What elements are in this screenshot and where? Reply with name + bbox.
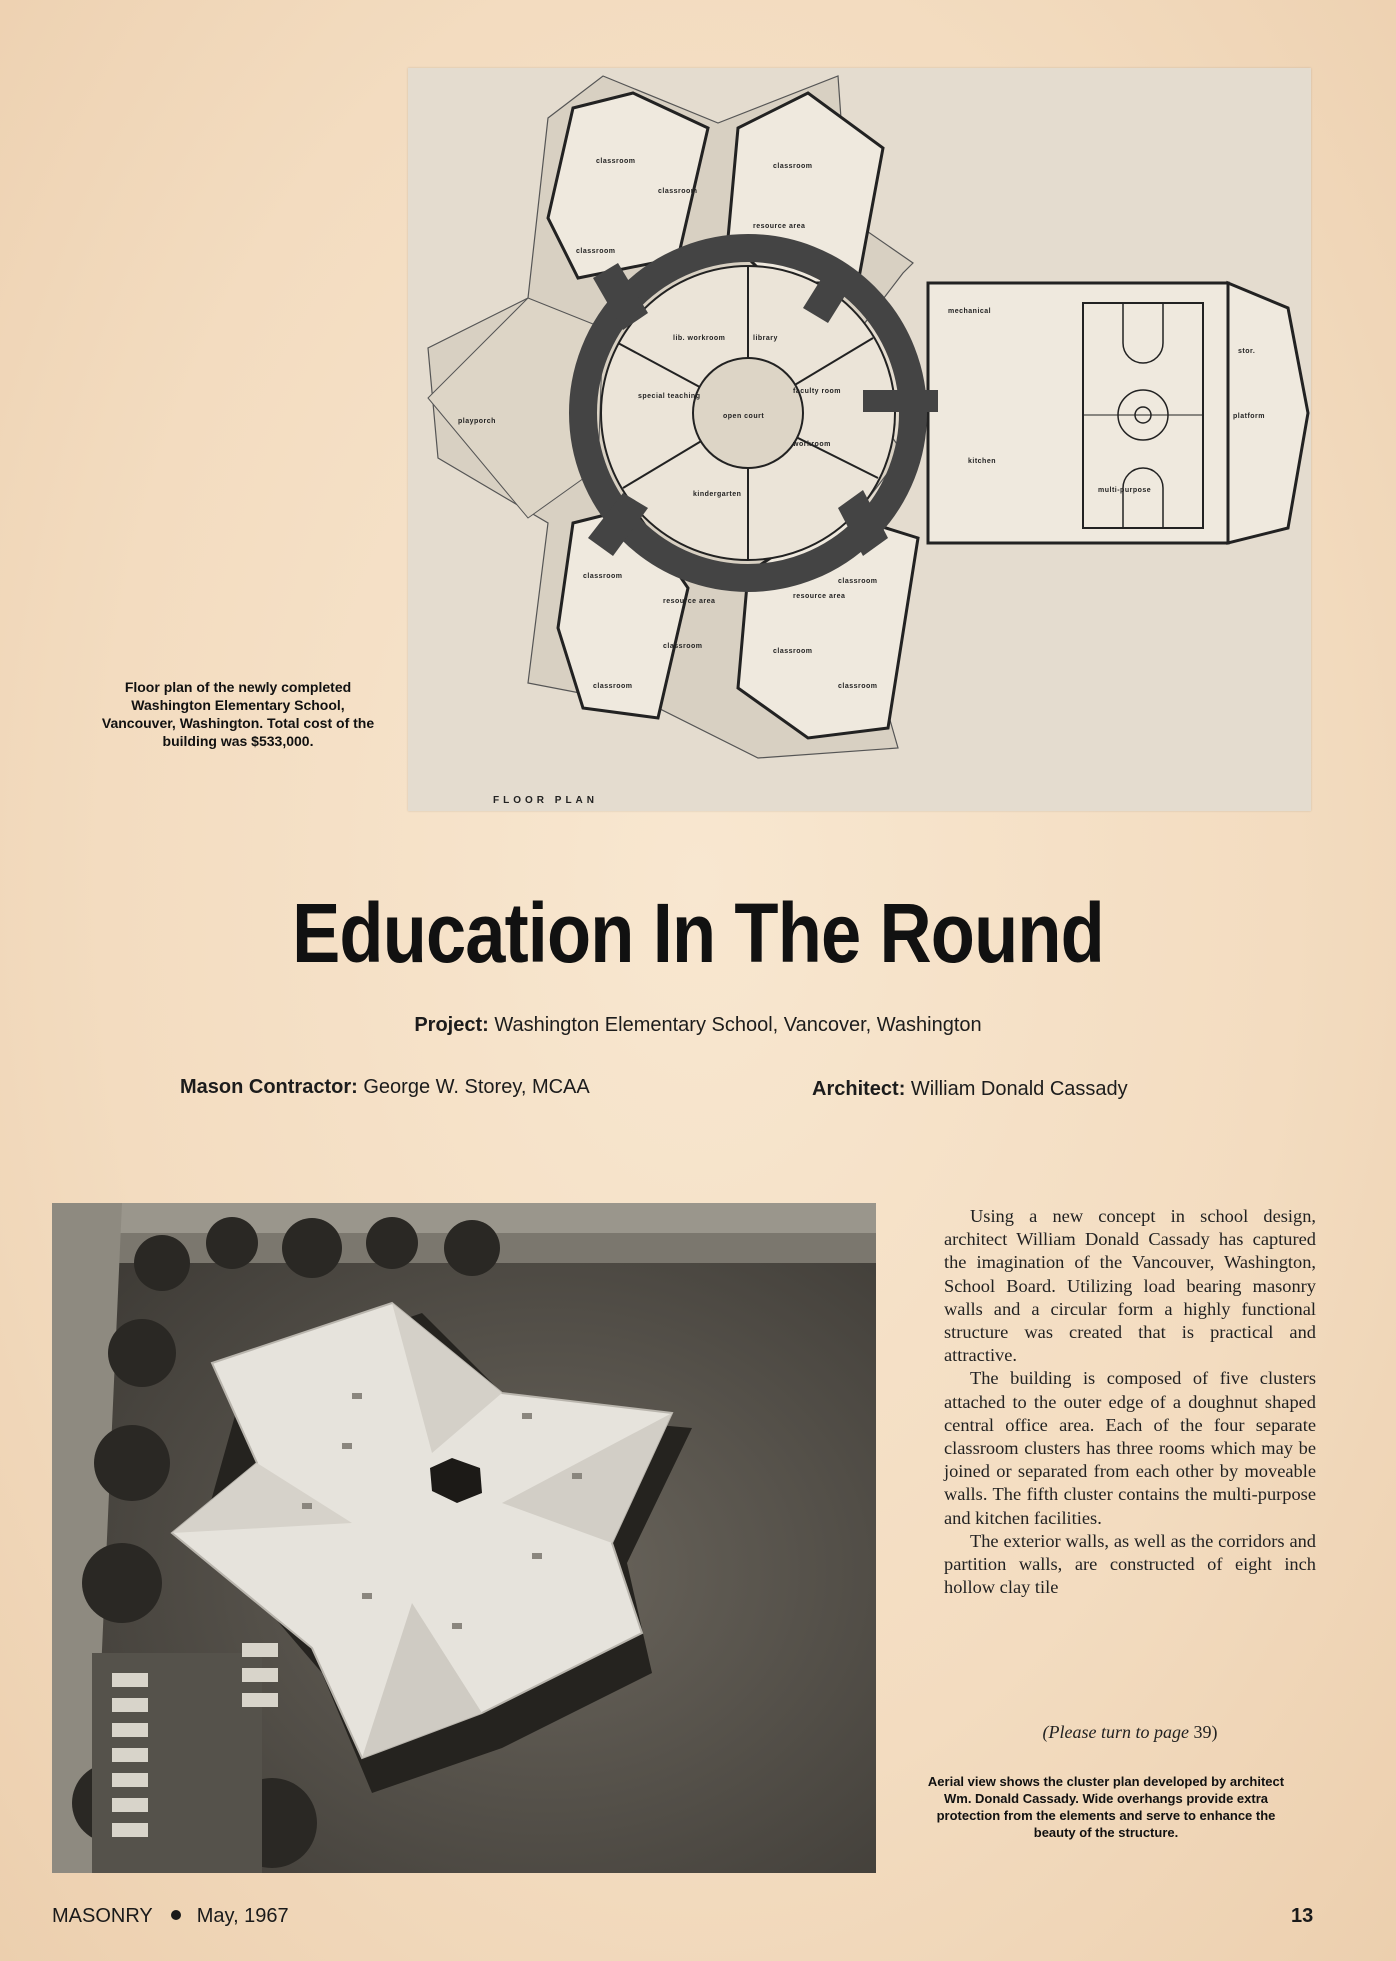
fp-label-classroom-5: classroom [583,573,623,580]
fp-label-classroom-8: classroom [773,648,813,655]
fp-label-classroom-1: classroom [596,158,636,165]
fp-label-faculty-room: faculty room [793,388,842,395]
page-number: 13 [1291,1905,1314,1927]
fp-label-stor: stor. [1238,348,1256,355]
fp-label-playporch: playporch [458,418,496,425]
floor-plan-caption: Floor plan of the newly completed Washington Elementary School, Vancouver, Washington. Total cost of the building was $533,000. [101,679,375,749]
fp-label-classroom-7: classroom [593,683,633,690]
aerial-photo [52,1203,876,1873]
fp-label-classroom-6: classroom [663,643,703,650]
floor-plan-figure [408,68,1311,811]
fp-label-multi-purpose: multi-purpose [1098,487,1152,494]
continued-text: (Please turn to page [1042,1722,1189,1742]
fp-label-kitchen: kitchen [968,458,997,465]
aerial-photo-drawing [52,1203,876,1873]
fp-label-workroom: workroom [793,441,831,448]
issue-date: May, 1967 [196,1905,289,1927]
fp-label-kindergarten: kindergarten [693,491,742,498]
article-body [944,1205,1316,1599]
architect-label: Architect: [812,1078,906,1100]
mason-value: George W. Storey, MCAA [363,1076,590,1098]
article-title: Education In The Round [292,886,1104,980]
fp-label-classroom-2: classroom [658,188,698,195]
project-value: Washington Elementary School, Vancover, Washington [494,1014,982,1036]
continued-page: 39) [1193,1722,1218,1742]
fp-label-special-teaching: special teaching [638,393,701,400]
fp-label-classroom-4: classroom [773,163,813,170]
fp-label-platform: platform [1233,413,1265,420]
publication-name: MASONRY [52,1905,153,1927]
fp-label-classroom-9: classroom [838,683,878,690]
body-paragraph-2: The building is composed of five clusters attached to the outer edge of a doughnut shaped central office area. Each of the four separate classroom clusters has three rooms which may be joined or separated from each other by moveable walls. The fifth cluster contains the multi-purpose and kitchen facilities. [944,1368,1316,1528]
project-label: Project: [414,1014,489,1036]
body-paragraph-1: Using a new concept in school design, architect William Donald Cassady has captured the imagination of the Vancouver, Washington, School Board. Utilizing load bearing masonry walls and a circular form a highly functional structure was created that is practical and attractive. [944,1206,1316,1366]
mason-label: Mason Contractor: [180,1076,358,1098]
floor-plan-drawing [408,68,1311,811]
bullet-icon [171,1910,181,1920]
fp-label-resource-area-2: resource area [663,598,716,605]
architect-value: William Donald Cassady [910,1078,1128,1100]
fp-label-classroom-10: classroom [838,578,878,585]
fp-label-classroom-3: classroom [576,248,616,255]
continued-note [944,1722,1316,1743]
floor-plan-label: FLOOR PLAN [493,795,598,806]
aerial-caption: Aerial view shows the cluster plan developed by architect Wm. Donald Cassady. Wide overhangs provide extra protection from the elements and serve to enhance the beauty of the structure. [927,1774,1285,1840]
architect-credit [812,1078,1128,1101]
fp-label-lib-workroom: lib. workroom [673,335,726,342]
body-paragraph-3: The exterior walls, as well as the corridors and partition walls, are constructed of eight inch hollow clay tile [944,1530,1316,1598]
footer-publication [52,1905,289,1928]
fp-label-resource-area-1: resource area [753,223,806,230]
fp-label-library: library [753,335,778,342]
fp-label-resource-area-3: resource area [793,593,846,600]
fp-label-mechanical: mechanical [948,308,992,315]
fp-label-open-court: open court [723,413,765,420]
project-credit [0,1014,1396,1037]
mason-credit [180,1076,590,1099]
